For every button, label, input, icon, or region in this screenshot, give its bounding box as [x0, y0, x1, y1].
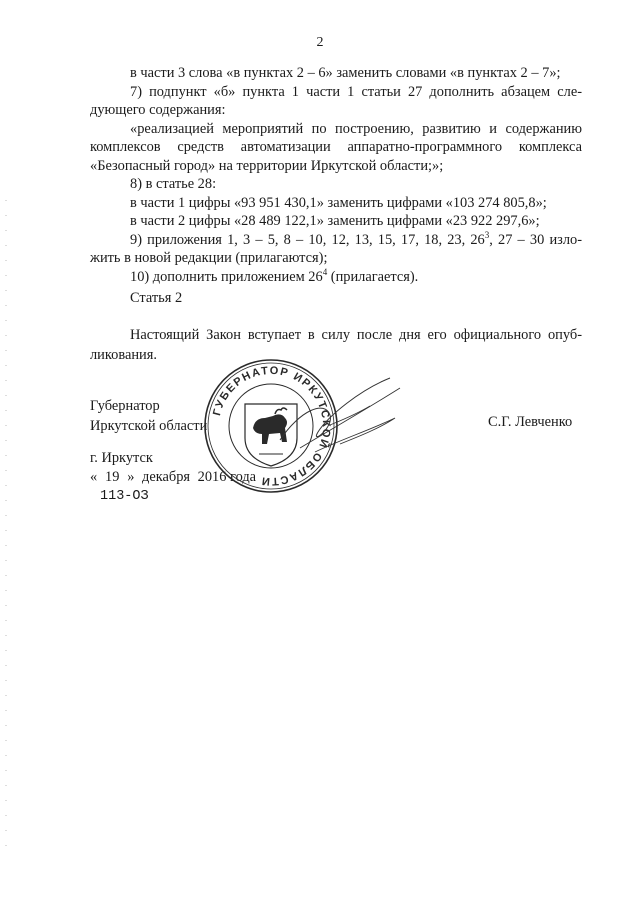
amendment-item-8-part2: в части 2 цифры «28 489 122,1» заменить цифрами «23 922 297,6»; — [130, 213, 540, 229]
svg-text:ГУБЕРНАТОР ИРКУТСКОЙ ОБЛАСТИ: ГУБЕРНАТОР ИРКУТСКОЙ ОБЛАСТИ — [211, 364, 333, 488]
item-9-superscript: 3 — [484, 229, 490, 240]
item-10-superscript: 4 — [322, 266, 328, 277]
amendments-block — [90, 64, 582, 286]
amendment-item-8: 8) в статье 28: — [130, 176, 217, 192]
amendment-item-7: 7) подпункт «б» пункта 1 части 1 статьи 27 дополнить абзацем сле-дующего содержания: — [90, 83, 582, 118]
city: г. Иркутск — [90, 450, 153, 466]
signatory-name: С.Г. Левченко — [488, 414, 573, 430]
law-number: 113-ОЗ — [100, 489, 149, 504]
date-day: 19 — [105, 469, 120, 485]
position-line-1: Губернатор — [90, 398, 160, 414]
margin-scan-marks — [4, 200, 8, 850]
amendment-item-7-quote: «реализацией мероприятий по построению, развитию и содержанию комплексов средств автоматизации аппаратно-программного комплекса «Безопасный город» на территории Иркутской области;»; — [90, 120, 582, 174]
handwritten-signature — [270, 370, 410, 470]
date-open-quote: « — [90, 469, 98, 485]
item-9-text: 9) приложения 1, 3 – 5, 8 – 10, 12, 13, 15, 17, 18, 23, 26 — [130, 231, 485, 248]
signature-position — [90, 396, 207, 436]
article-heading: Статья 2 — [130, 290, 183, 306]
item-10-text-end: (прилагается). — [327, 268, 419, 285]
page-number: 2 — [316, 35, 324, 50]
date-close-quote: » — [127, 469, 135, 485]
date-month: декабря — [142, 469, 191, 485]
amendment-line: в части 3 слова «в пунктах 2 – 6» заменить словами «в пунктах 2 – 7»; — [130, 65, 561, 81]
amendment-item-10 — [90, 268, 582, 287]
amendment-item-8-part1: в части 1 цифры «93 951 430,1» заменить цифрами «103 274 805,8»; — [130, 194, 547, 211]
item-10-text: 10) дополнить приложением 26 — [130, 268, 323, 285]
amendment-item-9 — [90, 231, 582, 268]
date-year: 2016 года — [197, 469, 257, 485]
article-text: Настоящий Закон вступает в силу после дня его официального опуб-ликования. — [90, 327, 582, 363]
item-9-text-end: , 27 – 30 изло-жить в новой редакции (прилагаются); — [90, 231, 582, 266]
position-line-2: Иркутской области — [90, 418, 208, 434]
